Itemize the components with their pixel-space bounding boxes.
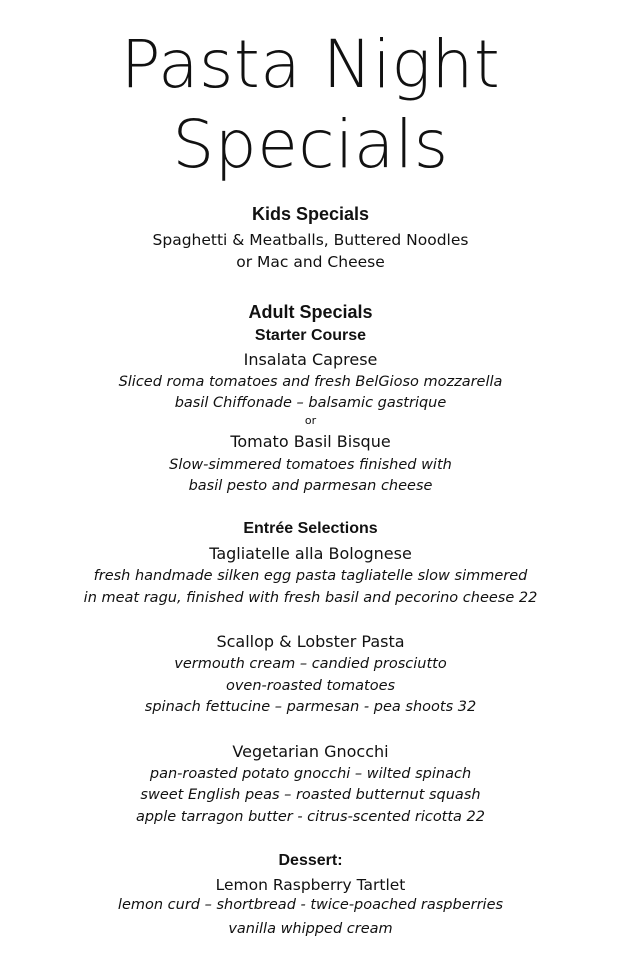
vegetarian-gnocchi-desc-1: pan-roasted potato gnocchi – wilted spinach: [149, 766, 472, 782]
tomato-basil-bisque-desc-1: Slow-simmered tomatoes finished with: [169, 457, 452, 473]
scallop-lobster-name: Scallop & Lobster Pasta: [216, 632, 405, 651]
dessert-name: Lemon Raspberry Tartlet: [215, 876, 406, 894]
vegetarian-gnocchi-desc-2: sweet English peas – roasted butternut squash: [140, 787, 481, 803]
or-separator: or: [304, 414, 317, 427]
dessert-desc-1: lemon curd – shortbread - twice-poached raspberries: [117, 897, 504, 913]
bolognese-desc-1: fresh handmade silken egg pasta tagliatelle slow simmered: [93, 568, 528, 584]
insalata-caprese-desc-1: Sliced roma tomatoes and fresh BelGioso mozzarella: [118, 374, 503, 390]
menu-title-line-1: Pasta Night: [120, 26, 501, 103]
bolognese-desc-2: in meat ragu, finished with fresh basil and pecorino cheese 22: [83, 590, 538, 606]
vegetarian-gnocchi-name: Vegetarian Gnocchi: [232, 742, 389, 761]
entree-selections-heading: Entrée Selections: [243, 520, 378, 537]
dessert-desc-2: vanilla whipped cream: [228, 921, 393, 937]
tomato-basil-bisque-desc-2: basil pesto and parmesan cheese: [188, 478, 433, 494]
scallop-lobster-desc-2: oven-roasted tomatoes: [225, 678, 396, 694]
insalata-caprese-desc-2: basil Chiffonade – balsamic gastrique: [174, 395, 447, 411]
adult-specials-heading: Adult Specials: [248, 302, 373, 322]
bolognese-name: Tagliatelle alla Bolognese: [209, 544, 412, 563]
scallop-lobster-desc-1: vermouth cream – candied prosciutto: [174, 656, 447, 672]
starter-course-heading: Starter Course: [254, 327, 367, 344]
vegetarian-gnocchi-desc-3: apple tarragon butter - citrus-scented ricotta 22: [135, 809, 486, 825]
kids-specials-line-2: or Mac and Cheese: [236, 253, 385, 271]
tomato-basil-bisque-name: Tomato Basil Bisque: [230, 432, 391, 451]
menu-title-line-2: Specials: [172, 106, 449, 183]
kids-specials-line-1: Spaghetti & Meatballs, Buttered Noodles: [152, 231, 469, 249]
kids-specials-heading: Kids Specials: [251, 204, 370, 224]
insalata-caprese-name: Insalata Caprese: [243, 350, 378, 369]
dessert-heading: Dessert:: [278, 852, 343, 869]
scallop-lobster-desc-3: spinach fettucine – parmesan - pea shoots 32: [144, 699, 477, 715]
